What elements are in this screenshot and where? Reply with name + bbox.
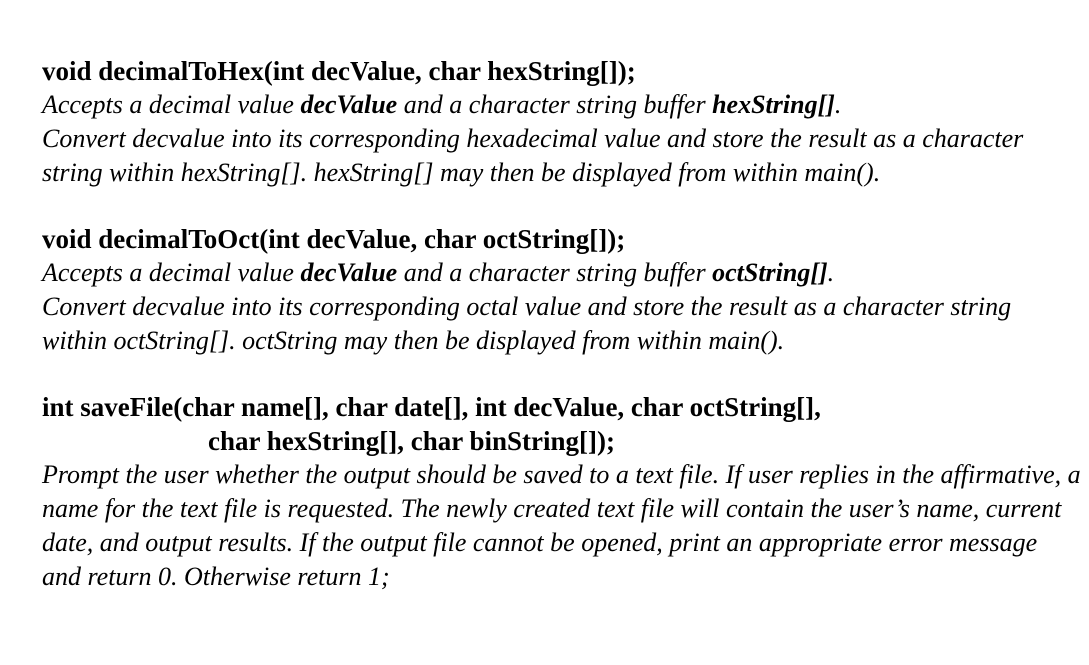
document-page <box>42 54 1082 626</box>
function-signature: void decimalToOct(int decValue, char octString[]); <box>42 224 626 254</box>
function-description <box>42 256 1082 358</box>
description-text: Accepts a decimal value <box>42 90 301 119</box>
function-signature-continuation: char hexString[], char binString[]); <box>208 426 615 456</box>
description-text: and a character string buffer <box>397 258 713 287</box>
function-description <box>42 88 1082 190</box>
description-text: Prompt the user whether the output should be saved to a text file. If user replies in the affirmative, a name for the text file is requested. The newly created text file will contain the user’s name, current date, and output results. If the output file cannot be opened, print an appropriate error message and return 0. Otherwise return 1; <box>42 460 1081 591</box>
description-text: Convert decvalue into its corresponding octal value and store the result as a character string within octString[]. octString may then be displayed from within main(). <box>42 292 1012 355</box>
description-text: Convert decvalue into its corresponding hexadecimal value and store the result as a character string within hexString[]. hexString[] may then be displayed from within main(). <box>42 124 1024 187</box>
parameter-name: decValue <box>300 90 398 119</box>
function-signature: void decimalToHex(int decValue, char hexString[]); <box>42 56 636 86</box>
function-block-save-file <box>42 390 1082 594</box>
function-signature: int saveFile(char name[], char date[], int decValue, char octString[], <box>42 392 821 422</box>
parameter-name: octString[] <box>712 258 828 287</box>
description-text: and a character string buffer <box>397 90 713 119</box>
function-block-decimal-to-oct <box>42 222 1082 358</box>
description-text: . <box>827 258 835 287</box>
parameter-name: hexString[] <box>712 90 835 119</box>
function-description <box>42 458 1082 594</box>
description-text: . <box>834 90 842 119</box>
parameter-name: decValue <box>300 258 398 287</box>
function-block-decimal-to-hex <box>42 54 1082 190</box>
description-text: Accepts a decimal value <box>42 258 301 287</box>
